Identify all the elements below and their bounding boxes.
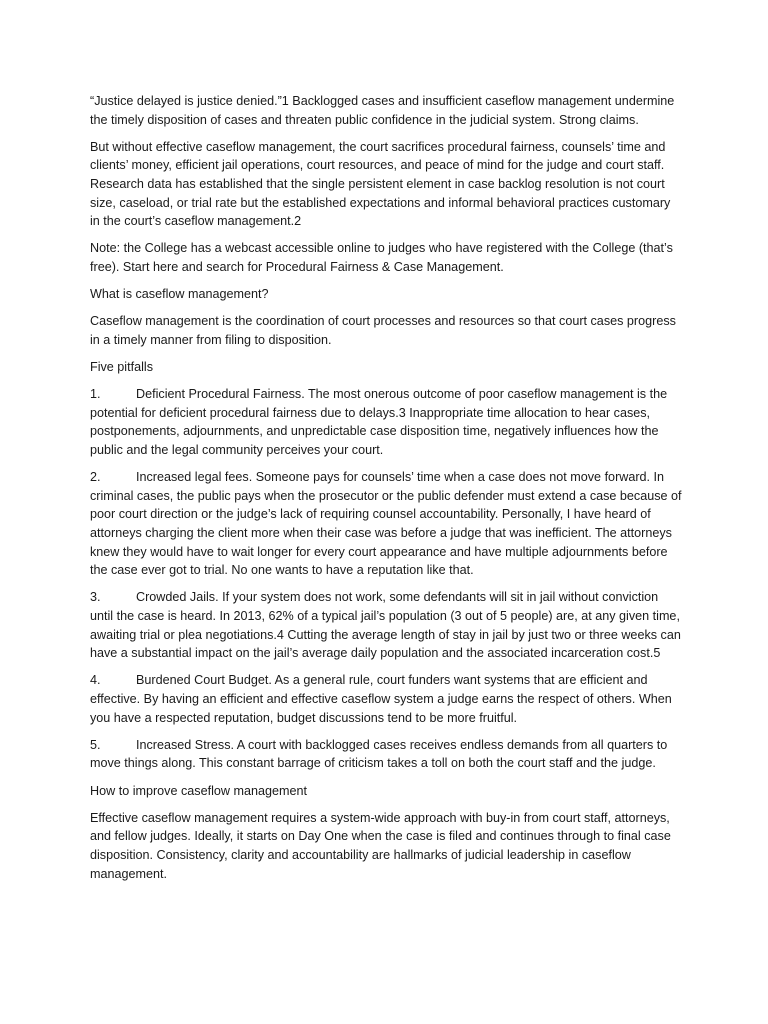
pitfall-item [90, 671, 682, 727]
pitfall-number: 3. [90, 590, 101, 605]
intro-paragraph-1: “Justice delayed is justice denied.”1 Backlogged cases and insufficient caseflow management undermine the timely disposition of cases and threaten public confidence in the judicial system. Strong claims. [90, 94, 675, 127]
heading-five-pitfalls: Five pitfalls [90, 360, 153, 375]
pitfall-text: Burdened Court Budget. As a general rule, court funders want systems that are efficient and effective. By having an efficient and effective caseflow system a judge earns the respect of others. When you have a respected reputation, budget discussions tend to be more fruitful. [90, 673, 672, 725]
improve-paragraph: Effective caseflow management requires a system-wide approach with buy-in from court staff, attorneys, and fellow judges. Ideally, it starts on Day One when the case is filed and continues through to final case disposition. Consistency, clarity and accountability are hallmarks of judicial leadership in caseflow management. [90, 810, 671, 881]
pitfall-text: Crowded Jails. If your system does not work, some defendants will sit in jail without conviction until the case is heard. In 2013, 62% of a typical jail’s population (3 out of 5 people) are, at any given time, awaiting trial or plea negotiations.4 Cutting the average length of stay in jail by just two or three weeks can have a substantial impact on the jail’s average daily population and the associated incarceration cost.5 [90, 590, 681, 661]
intro-paragraph-2: But without effective caseflow management, the court sacrifices procedural fairness, counsels’ time and clients’ money, efficient jail operations, court resources, and peace of mind for the judge and court staff. Research data has established that the single persistent element in case backlog resolution is not court size, caseload, or trial rate but the established expectations and informal behavioral practices customary in the court’s caseflow management.2 [90, 139, 671, 229]
pitfall-text: Increased Stress. A court with backlogged cases receives endless demands from all quarters to move things along. This constant barrage of criticism takes a toll on both the court staff and the judge. [90, 737, 668, 771]
pitfall-item [90, 736, 682, 773]
pitfall-item [90, 588, 682, 662]
pitfall-number: 1. [90, 387, 101, 402]
heading-how-to-improve: How to improve caseflow management [90, 783, 307, 798]
pitfall-text: Increased legal fees. Someone pays for counsels’ time when a case does not move forward. In criminal cases, the public pays when the prosecutor or the public defender must extend a case because of poor court direction or the judge’s lack of requiring counsel accountability. Personally, I have heard of attorneys charging the client more when their case was before a judge that was inefficient. The attorneys knew they would have to wait longer for every court appearance and have multiple adjournments before the case ever got to trial. No one wants to have a reputation like that. [90, 470, 682, 578]
document-page [90, 92, 682, 892]
pitfall-number: 2. [90, 470, 101, 485]
pitfall-number: 5. [90, 737, 101, 752]
intro-paragraph-3: Note: the College has a webcast accessible online to judges who have registered with the College (that’s free). Start here and search for Procedural Fairness & Case Management. [90, 241, 673, 274]
pitfall-item [90, 385, 682, 459]
pitfall-text: Deficient Procedural Fairness. The most onerous outcome of poor caseflow management is the potential for deficient procedural fairness due to delays.3 Inappropriate time allocation to hear cases, postponements, adjournments, and unpredictable case disposition time, negatively influences how the public and the legal community perceives your court. [90, 387, 668, 458]
pitfall-number: 4. [90, 673, 101, 688]
pitfall-item [90, 468, 682, 580]
definition-paragraph: Caseflow management is the coordination of court processes and resources so that court cases progress in a timely manner from filing to disposition. [90, 314, 676, 347]
heading-what-is-caseflow: What is caseflow management? [90, 287, 269, 302]
